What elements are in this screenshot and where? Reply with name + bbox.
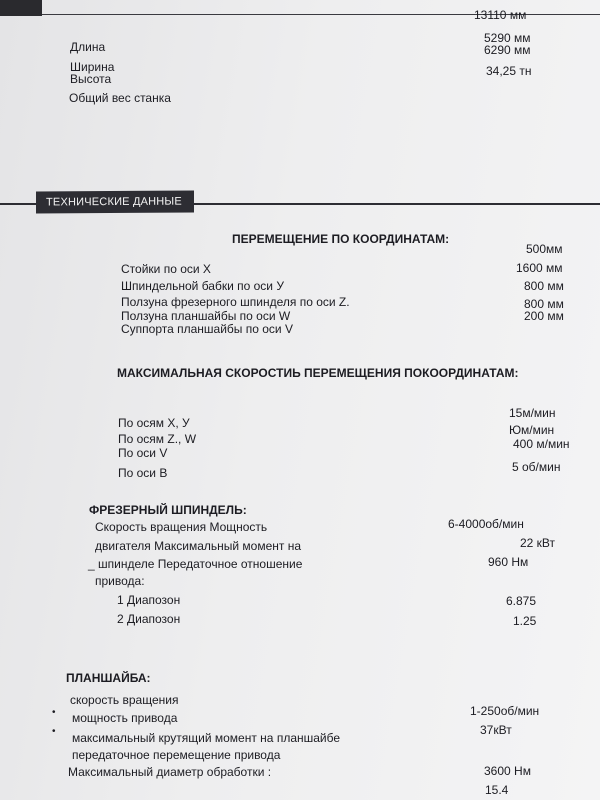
faceplate-value-3: 15.4 (485, 783, 509, 797)
faceplate-heading: ПЛАНШАЙБА: (66, 671, 151, 685)
spindle-line-0: Скорость вращения Мощность (95, 520, 268, 534)
faceplate-value-0: 1-250об/мин (470, 704, 540, 718)
movement-label-2: Ползуна фрезерного шпинделя по оси Z. (121, 295, 350, 309)
faceplate-value-1: 37кВт (480, 723, 512, 737)
faceplate-value-2: 3600 Нм (484, 764, 531, 778)
length-label: Длина (70, 40, 106, 54)
weight-value: 34,25 тн (486, 64, 532, 78)
speed-value-2: 400 м/мин (513, 437, 570, 451)
faceplate-line-2: максимальный крутящий момент на планшайбе (72, 731, 341, 745)
movement-value-0: 500мм (526, 242, 563, 256)
bullet-icon: • (52, 726, 56, 737)
faceplate-line-0: скорость вращения (70, 693, 179, 707)
range-1-value: 6.875 (506, 594, 537, 608)
top-bar-accent (0, 0, 42, 16)
spindle-value-1: 22 кВт (520, 536, 556, 550)
range-2-label: 2 Диапозон (117, 612, 181, 626)
bullet-icon: • (52, 707, 56, 718)
range-2-value: 1.25 (513, 614, 537, 628)
movement-value-3: 800 мм (524, 297, 564, 311)
speed-label-2: По оси V (118, 446, 168, 460)
movement-label-3: Ползуна планшайбы по оси W (121, 309, 291, 323)
speed-label-1: По осям Z., W (118, 432, 197, 446)
top-value-0: 13110 мм (474, 8, 527, 22)
movement-label-0: Стойки по оси X (121, 262, 211, 276)
spindle-value-0: 6-4000об/мин (448, 517, 524, 531)
movement-label-4: Суппорта планшайбы по оси V (121, 322, 293, 336)
movement-value-4: 200 мм (524, 309, 564, 323)
length-value: 5290 мм (484, 31, 531, 45)
section-title: ТЕХНИЧЕСКИЕ ДАННЫЕ (36, 190, 194, 213)
speed-heading: МАКСИМАЛЬНАЯ СКОРОСТИЬ ПЕРЕМЕЩЕНИЯ ПОКООРДИНАТАМ: (117, 366, 519, 380)
spindle-value-2: 960 Нм (488, 555, 529, 569)
speed-value-3: 5 об/мин (512, 460, 561, 474)
spindle-line-2: _ шпинделе Передаточное отношение (88, 557, 303, 571)
movement-label-1: Шпиндельной бабки по оси У (121, 279, 284, 293)
spindle-line-3: привода: (95, 574, 145, 588)
spindle-line-1: двигателя Максимальный момент на (95, 539, 302, 553)
movement-value-1: 1600 мм (516, 261, 563, 275)
spindle-heading: ФРЕЗЕРНЫЙ ШПИНДЕЛЬ: (89, 503, 247, 517)
speed-label-0: По осям X, У (118, 416, 190, 430)
range-1-label: 1 Диапозон (117, 593, 181, 607)
faceplate-line-3: передаточное перемещение привода (72, 748, 281, 762)
width-value: 6290 мм (484, 43, 531, 57)
speed-label-3: По оси B (118, 466, 168, 480)
speed-value-0: 15м/мин (509, 406, 556, 420)
width-label: Ширина (70, 60, 115, 74)
total-weight-label: Общий вес станка (69, 91, 171, 105)
height-label: Высота (70, 72, 112, 86)
speed-value-1: Юм/мин (509, 423, 555, 437)
movement-value-2: 800 мм (524, 279, 564, 293)
faceplate-line-4: Максимальный диаметр обработки : (68, 765, 272, 779)
faceplate-line-1: мощность привода (72, 711, 178, 725)
movement-heading: ПЕРЕМЕЩЕНИЕ ПО КООРДИНАТАМ: (232, 232, 450, 246)
